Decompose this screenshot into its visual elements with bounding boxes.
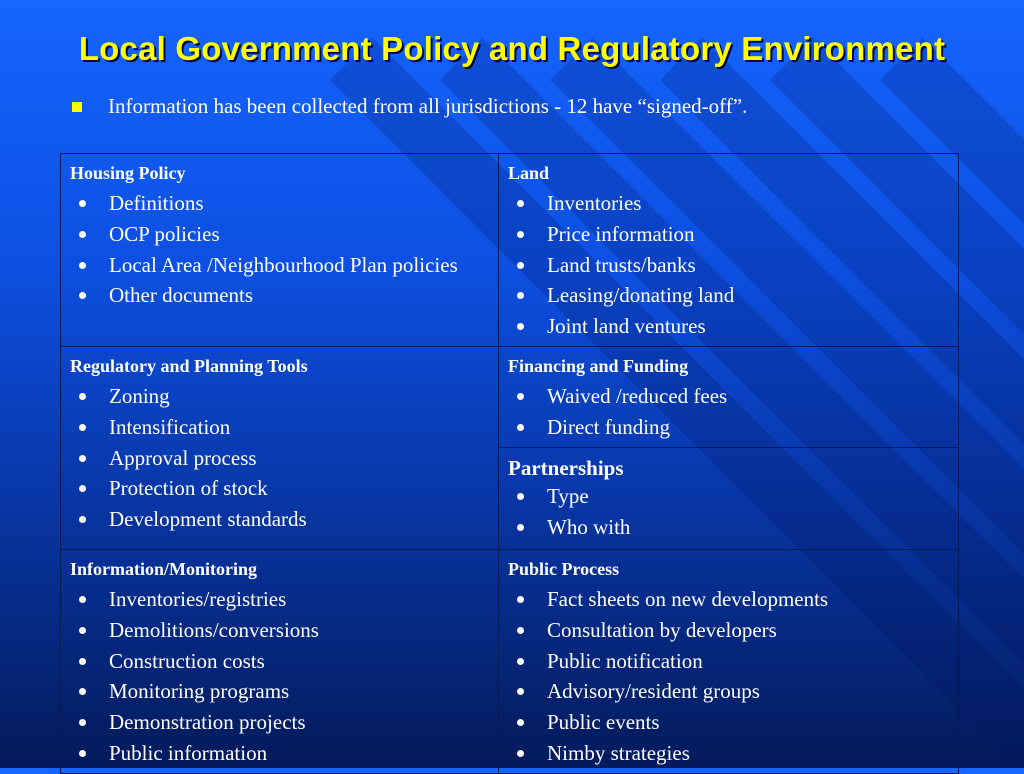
list-item [508,615,950,646]
list-item-text: Who with [547,514,631,539]
list-item [70,219,490,250]
list-item-text: Protection of stock [109,476,268,501]
bullet-dot-icon [79,262,86,269]
list-item-text: Demolitions/conversions [109,617,319,642]
item-list [508,188,950,342]
list-item [70,381,490,412]
bullet-dot-icon [79,292,86,299]
list-item-text: Price information [547,221,695,246]
list-item [508,707,950,738]
list-item [508,311,950,342]
item-list [70,381,490,535]
item-list [508,481,950,543]
cell-housing-policy [61,154,499,347]
list-item [70,280,490,311]
bullet-dot-icon [79,750,86,757]
list-item-text: Advisory/resident groups [547,679,760,704]
list-item [508,584,950,615]
list-item-text: Development standards [109,507,307,532]
item-list [508,381,950,443]
cell-information [61,549,499,773]
list-item [508,738,950,769]
bullet-dot-icon [79,596,86,603]
list-item-text: Intensification [109,414,231,439]
list-item-text: Public notification [547,648,703,673]
list-item [508,381,950,412]
bullet-dot-icon [517,596,524,603]
list-item-text: Local Area /Neighbourhood Plan policies [109,252,458,277]
list-item-text: Waived /reduced fees [547,383,728,408]
bullet-dot-icon [79,455,86,462]
cell-title: Financing and Funding [508,355,689,376]
list-item-text: Joint land ventures [547,314,706,339]
list-item-text: Public events [547,710,660,735]
bullet-dot-icon [79,516,86,523]
bullet-dot-icon [517,688,524,695]
list-item [70,615,490,646]
list-item-text: Demonstration projects [109,710,306,735]
list-item-text: Approval process [109,445,257,470]
list-item-text: Land trusts/banks [547,252,696,277]
list-item-text: Inventories/registries [109,586,287,611]
list-item [70,473,490,504]
bullet-dot-icon [79,424,86,431]
bullet-dot-icon [517,524,524,531]
list-item [70,504,490,535]
cell-land [499,154,959,347]
list-item-text: Consultation by developers [547,617,777,642]
bullet-dot-icon [517,750,524,757]
bullet-dot-icon [79,658,86,665]
bullet-dot-icon [517,262,524,269]
square-bullet-icon [72,102,82,112]
list-item [508,481,950,512]
list-item [70,188,490,219]
list-item [70,443,490,474]
list-item [70,250,490,281]
bullet-dot-icon [517,627,524,634]
list-item [70,707,490,738]
bullet-dot-icon [517,493,524,500]
bullet-dot-icon [517,231,524,238]
cell-title: Information/Monitoring [70,558,257,579]
list-item [508,676,950,707]
bullet-dot-icon [517,658,524,665]
list-item-text: Fact sheets on new developments [547,586,829,611]
intro-text: Information has been collected from all jurisdictions - 12 have “signed-off”. [108,94,748,118]
item-list [70,188,490,311]
bullet-dot-icon [79,688,86,695]
cell-regulatory [61,346,499,549]
list-item [508,512,950,543]
bullet-dot-icon [517,200,524,207]
list-item [70,646,490,677]
cell-title: Regulatory and Planning Tools [70,355,308,376]
slide-title: Local Government Policy and Regulatory Environment [78,30,946,67]
list-item [508,188,950,219]
cell-financing [499,346,959,447]
list-item-text: Monitoring programs [109,679,290,704]
list-item-text: OCP policies [109,221,220,246]
list-item-text: Definitions [109,191,204,215]
list-item-text: Type [547,483,589,508]
item-list [70,584,490,769]
bullet-dot-icon [79,200,86,207]
cell-partnerships [499,447,959,549]
list-item-text: Public information [109,740,268,765]
cell-public-process [499,549,959,773]
bullet-dot-icon [517,424,524,431]
intro-bullet [72,94,747,119]
list-item [70,676,490,707]
bullet-dot-icon [79,393,86,400]
cell-title: Public Process [508,558,620,579]
bullet-dot-icon [79,231,86,238]
list-item-text: Other documents [109,283,254,308]
list-item [508,280,950,311]
policy-table [60,153,959,774]
list-item [508,412,950,443]
list-item-text: Direct funding [547,414,671,439]
list-item-text: Nimby strategies [547,740,690,765]
item-list [508,584,950,769]
bullet-dot-icon [517,292,524,299]
list-item-text: Zoning [109,383,170,408]
list-item-text: Leasing/donating land [547,283,735,308]
list-item [508,250,950,281]
bullet-dot-icon [79,627,86,634]
cell-title: Land [508,163,550,183]
list-item [508,219,950,250]
list-item-text: Inventories [547,191,642,215]
list-item-text: Construction costs [109,648,265,673]
list-item [70,412,490,443]
bullet-dot-icon [79,485,86,492]
list-item [70,584,490,615]
bullet-dot-icon [517,719,524,726]
cell-title: Housing Policy [70,163,186,183]
cell-title: Partnerships [508,455,624,480]
bullet-dot-icon [517,323,524,330]
bullet-dot-icon [517,393,524,400]
list-item [70,738,490,769]
list-item [508,646,950,677]
bullet-dot-icon [79,719,86,726]
